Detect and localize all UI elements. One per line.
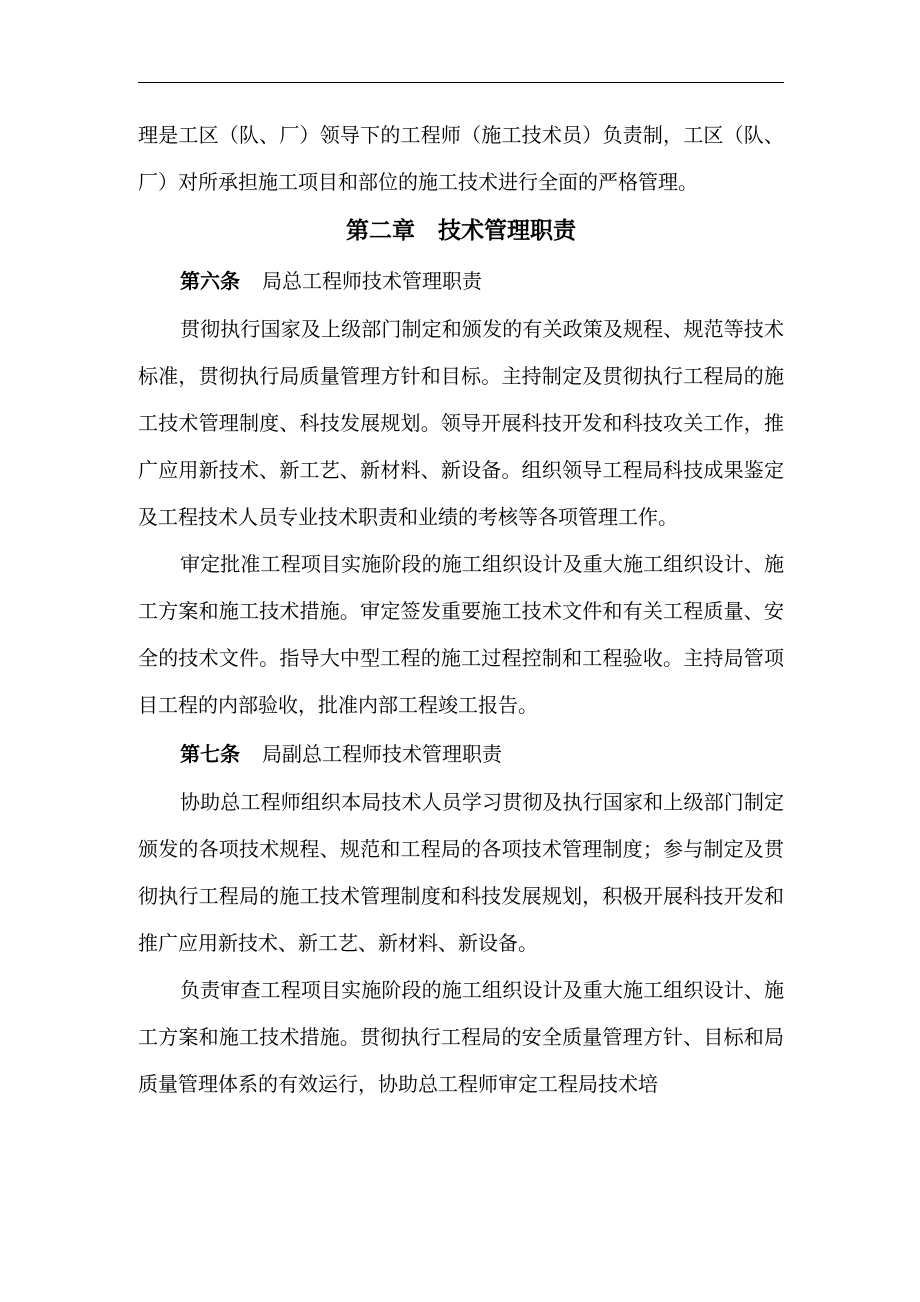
paragraph: 协助总工程师组织本局技术人员学习贯彻及执行国家和上级部门制定颁发的各项技术规程、规范和工程局的各项技术管理制度；参与制定及贯彻执行工程局的施工技术管理制度和科技发展规划，积极开展科技开发和推广应用新技术、新工艺、新材料、新设备。 <box>138 790 784 955</box>
paragraph: 负责审查工程项目实施阶段的施工组织设计及重大施工组织设计、施工方案和施工技术措施。贯彻执行工程局的安全质量管理方针、目标和局质量管理体系的有效运行，协助总工程师审定工程局技术培 <box>138 978 784 1096</box>
paragraph: 贯彻执行国家及上级部门制定和颁发的有关政策及规程、规范等技术标准，贯彻执行局质量管理方针和目标。主持制定及贯彻执行工程局的施工技术管理制度、科技发展规划。领导开展科技开发和科技攻关工作，推广应用新技术、新工艺、新材料、新设备。组织领导工程局科技成果鉴定及工程技术人员专业技术职责和业绩的考核等各项管理工作。 <box>138 317 784 529</box>
paragraph: 审定批准工程项目实施阶段的施工组织设计及重大施工组织设计、施工方案和施工技术措施。审定签发重要施工技术文件和有关工程质量、安全的技术文件。指导大中型工程的施工过程控制和工程验收。主持局管项目工程的内部验收，批准内部工程竣工报告。 <box>138 552 784 717</box>
article-heading-7 <box>138 729 784 779</box>
document-page <box>138 112 784 1108</box>
article-title: 局总工程师技术管理职责 <box>262 269 482 293</box>
paragraph-continuation: 理是工区（队、厂）领导下的工程师（施工技术员）负责制，工区（队、厂）对所承担施工项目和部位的施工技术进行全面的严格管理。 <box>138 123 784 194</box>
article-heading-6 <box>138 256 784 306</box>
article-number: 第七条 <box>180 742 240 766</box>
header-rule <box>138 82 784 83</box>
article-title: 局副总工程师技术管理职责 <box>262 742 502 766</box>
article-number: 第六条 <box>180 269 240 293</box>
chapter-heading: 第二章 技术管理职责 <box>346 218 576 244</box>
